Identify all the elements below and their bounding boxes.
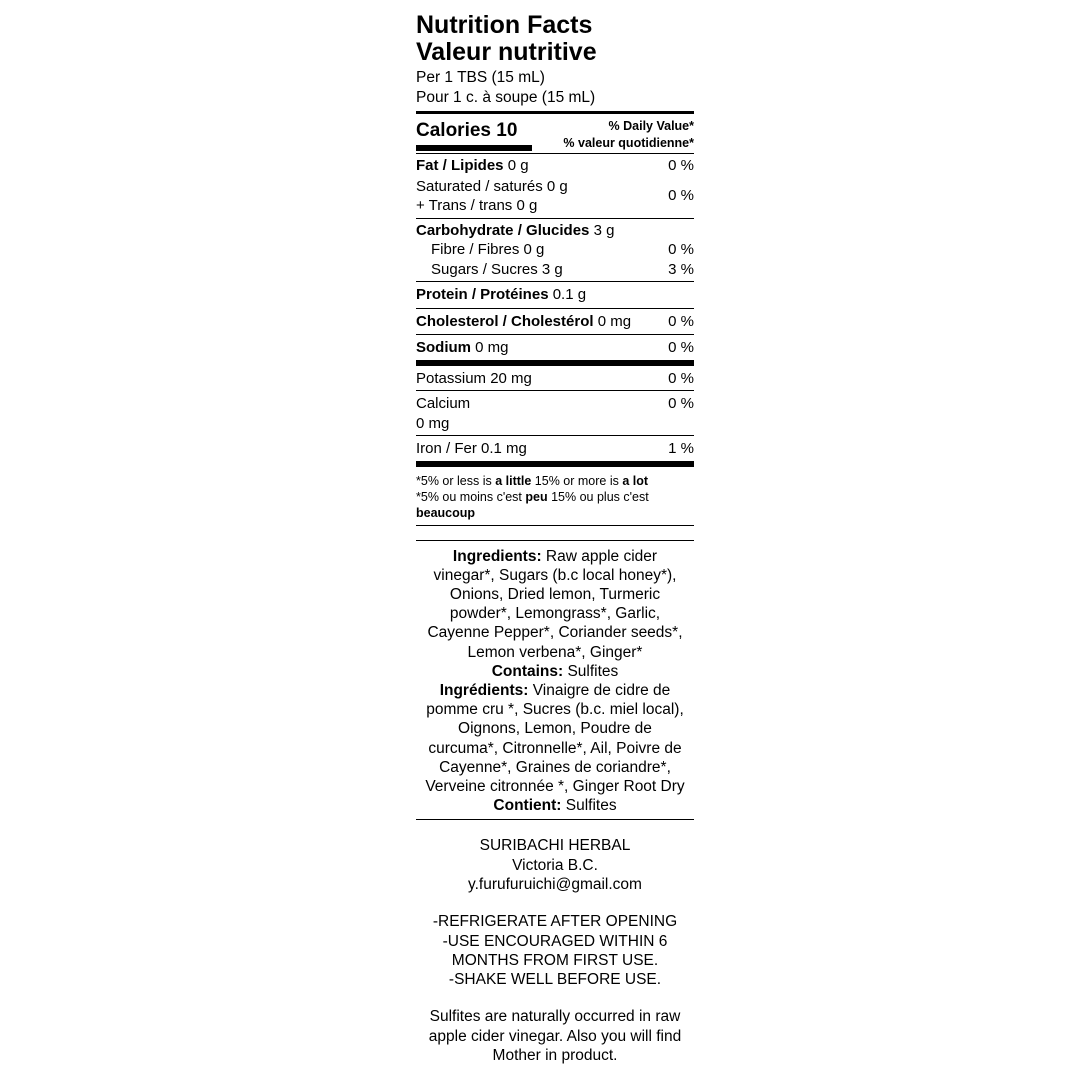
- cholesterol-dv: 0 %: [668, 312, 694, 330]
- divider-thick: [416, 360, 694, 366]
- fat-dv: 0 %: [668, 157, 694, 174]
- contient-label: Contient:: [493, 797, 562, 815]
- potassium-row: [416, 369, 694, 389]
- ingredients-text: Raw apple cider: [541, 547, 658, 565]
- protein-name: Protein / Protéines: [416, 286, 549, 303]
- title-en: Nutrition Facts: [416, 11, 593, 39]
- note-line: apple cider vinegar. Also you will find: [428, 1027, 682, 1045]
- ingredients-text-fr: Cayenne*, Graines de coriandre*,: [439, 758, 671, 776]
- fibre-row: [416, 240, 694, 260]
- contains-value: Sulfites: [563, 662, 619, 680]
- sugars-text: Sugars / Sucres 3 g: [431, 260, 563, 278]
- note-line: Sulfites are naturally occurred in raw: [429, 1008, 681, 1026]
- daily-value-header-fr: % valeur quotidienne*: [563, 136, 694, 150]
- protein-row: [416, 285, 694, 305]
- instruction-line: MONTHS FROM FIRST USE.: [451, 951, 659, 969]
- divider: [416, 153, 694, 154]
- instruction-line: -SHAKE WELL BEFORE USE.: [448, 971, 662, 989]
- carbohydrate-amount: 3 g: [593, 221, 615, 239]
- footnote: [416, 467, 694, 525]
- potassium-dv: 0 %: [668, 369, 694, 387]
- serving-size-en: Per 1 TBS (15 mL): [416, 69, 545, 86]
- instruction-line: -REFRIGERATE AFTER OPENING: [432, 913, 678, 931]
- saturated-trans-row: [416, 176, 694, 217]
- iron-dv: 1 %: [668, 440, 694, 457]
- fat-name: Fat / Lipides: [416, 157, 504, 174]
- ingredients-text: Lemon verbena*, Ginger*: [467, 643, 643, 661]
- company-block: [416, 836, 694, 894]
- ingredients-label-fr: Ingrédients:: [439, 681, 529, 699]
- ingredients-text: powder*, Lemongrass*, Garlic,: [449, 605, 661, 623]
- sodium-amount: 0 mg: [475, 339, 509, 356]
- ingredients-text: vinegar*, Sugars (b.c local honey*),: [433, 566, 677, 584]
- company-name: SURIBACHI HERBAL: [479, 837, 631, 855]
- daily-value-header-en: % Daily Value*: [608, 119, 694, 133]
- ingredients-text-fr: pomme cru *, Sucres (b.c. miel local),: [426, 701, 684, 719]
- sodium-name: Sodium: [416, 339, 471, 356]
- calcium-dv: 0 %: [668, 395, 694, 412]
- instruction-line: -USE ENCOURAGED WITHIN 6: [442, 932, 668, 950]
- footnote-fr-cont: beaucoup: [416, 505, 476, 520]
- storage-instructions: [416, 912, 694, 989]
- calories-bar: [416, 145, 532, 151]
- calories-label: Calories 10: [416, 120, 518, 141]
- calories-block: [416, 114, 694, 152]
- contient-value: Sulfites: [561, 797, 617, 815]
- sodium-row: [416, 338, 694, 358]
- divider: [416, 308, 694, 309]
- footnote-fr: *5% ou moins c'est peu 15% ou plus c'est: [416, 489, 649, 504]
- sugars-row: [416, 260, 694, 280]
- ingredients-text-fr: Oignons, Lemon, Poudre de: [458, 720, 652, 738]
- sugars-dv: 3 %: [668, 260, 694, 278]
- divider: [416, 218, 694, 219]
- carbohydrate-name: Carbohydrate / Glucides: [416, 221, 590, 239]
- ingredients-text: Onions, Dried lemon, Turmeric: [449, 585, 661, 603]
- trans-text: + Trans / trans 0 g: [416, 197, 538, 214]
- divider: [416, 281, 694, 282]
- ingredients-text: Cayenne Pepper*, Coriander seeds*,: [427, 624, 683, 642]
- protein-amount: 0.1 g: [552, 286, 587, 303]
- note-line: Mother in product.: [492, 1047, 618, 1065]
- ingredients-text-fr: Verveine citronnée *, Ginger Root Dry: [425, 777, 685, 795]
- nutrition-label: [416, 12, 694, 1065]
- divider: [416, 819, 694, 820]
- divider: [416, 525, 694, 526]
- divider: [416, 334, 694, 335]
- cholesterol-row: [416, 312, 694, 332]
- footnote-en: *5% or less is a little 15% or more is a lot: [416, 473, 649, 488]
- calcium-row: [416, 393, 694, 434]
- contains-label: Contains:: [491, 662, 564, 680]
- calcium-name: Calcium: [416, 395, 471, 412]
- iron-row: [416, 439, 694, 459]
- cholesterol-name: Cholesterol / Cholestérol: [416, 312, 594, 330]
- ingredients-label-en: Ingredients:: [452, 547, 542, 565]
- calcium-amount: 0 mg: [416, 414, 450, 432]
- ingredients-block: [416, 541, 694, 820]
- saturated-text: Saturated / saturés 0 g: [416, 177, 568, 195]
- sulfite-note: [416, 1007, 694, 1065]
- fat-amount: 0 g: [507, 157, 529, 174]
- carbohydrate-row: [416, 221, 694, 241]
- fibre-dv: 0 %: [668, 241, 694, 258]
- potassium-text: Potassium 20 mg: [416, 369, 532, 387]
- title-fr: Valeur nutritive: [416, 38, 597, 66]
- fat-row: [416, 156, 694, 176]
- iron-text: Iron / Fer 0.1 mg: [416, 440, 527, 457]
- fibre-text: Fibre / Fibres 0 g: [431, 241, 545, 258]
- serving-size-fr: Pour 1 c. à soupe (15 mL): [416, 89, 596, 106]
- company-city: Victoria B.C.: [512, 856, 598, 874]
- company-email: y.furufuruichi@gmail.com: [468, 875, 642, 893]
- divider: [416, 390, 694, 391]
- cholesterol-amount: 0 mg: [597, 312, 632, 330]
- saturated-dv: 0 %: [668, 187, 694, 205]
- ingredients-text-fr: curcuma*, Citronnelle*, Ail, Poivre de: [428, 739, 682, 757]
- sodium-dv: 0 %: [668, 339, 694, 356]
- divider: [416, 435, 694, 436]
- ingredients-text-fr: Vinaigre de cidre de: [528, 681, 671, 699]
